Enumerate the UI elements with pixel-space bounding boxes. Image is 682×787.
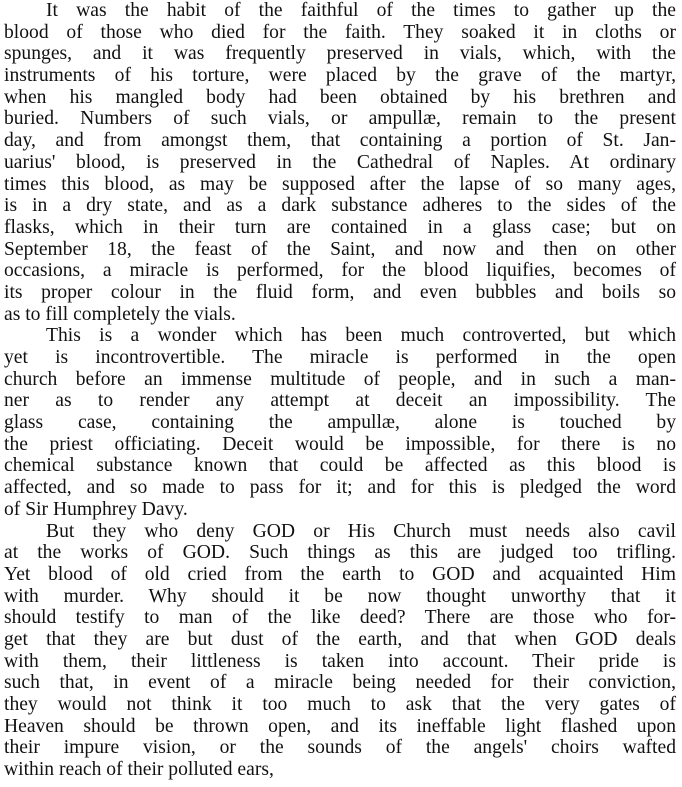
- text-line: yet is incontrovertible. The miracle is performed in the open: [4, 347, 676, 368]
- text-line: as to fill completely the vials.: [4, 303, 236, 325]
- text-line: church before an immense multitude of people, and in such a man-: [4, 368, 676, 390]
- text-line: at the works of GOD. Such things as this are judged too trifling.: [4, 542, 676, 564]
- text-line: with them, their littleness is taken into account. Their pride is: [4, 650, 676, 672]
- paragraph-st-januarius-blood: [4, 0, 676, 325]
- text-line: flasks, which in their turn are contained in a glass case; but on: [4, 216, 676, 238]
- text-line: get that they are but dust of the earth, and that when GOD deals: [4, 628, 676, 650]
- text-line: spunges, and it was frequently preserved in vials, which, with the: [4, 43, 676, 65]
- text-line: This is a wonder which has been much controverted, but which: [46, 325, 676, 347]
- text-line: the priest officiating. Deceit would be impossible, for there is no: [4, 433, 676, 455]
- text-line: September 18, the feast of the Saint, and now and then on other: [4, 238, 676, 260]
- text-line: their impure vision, or the sounds of the angels' choirs wafted: [4, 737, 676, 759]
- paragraph-miracle-wonder: [4, 325, 676, 520]
- text-line: within reach of their polluted ears,: [4, 759, 274, 781]
- text-line: such that, in event of a miracle being needed for their conviction,: [4, 672, 676, 694]
- text-line: affected, and so made to pass for it; and for this is pledged the word: [4, 477, 676, 499]
- text-line: chemical substance known that could be affected as this blood is: [4, 455, 676, 477]
- text-line: they would not think it too much to ask that the very gates of: [4, 694, 676, 715]
- text-line: of Sir Humphrey Davy.: [4, 498, 188, 520]
- text-line: is in a dry state, and as a dark substance adheres to the sides of the: [4, 195, 676, 217]
- text-line: when his mangled body had been obtained by his brethren and: [4, 86, 676, 108]
- text-line: Heaven should be thrown open, and its ineffable light flashed upon: [4, 715, 676, 737]
- text-line: should testify to man of the like deed? There are those who for-: [4, 607, 676, 629]
- text-line: Yet blood of old cried from the earth to GOD and acquainted Him: [4, 563, 676, 585]
- text-line: ner as to render any attempt at deceit an impossibility. The: [4, 390, 676, 412]
- text-line: with murder. Why should it be now thought unworthy that it: [4, 585, 676, 607]
- text-line: uarius' blood, is preserved in the Cathedral of Naples. At ordinary: [4, 151, 676, 173]
- text-line: glass case, containing the ampullæ, alone is touched by: [4, 412, 676, 434]
- text-line: occasions, a miracle is performed, for the blood liquifies, becomes of: [4, 260, 676, 282]
- text-line: times this blood, as may be supposed after the lapse of so many ages,: [4, 173, 676, 195]
- paragraph-deniers-cavil: [4, 521, 676, 781]
- text-line: blood of those who died for the faith. They soaked it in cloths or: [4, 21, 676, 43]
- text-line: It was the habit of the faithful of the times to gather up the: [46, 0, 676, 21]
- text-line: buried. Numbers of such vials, or ampullæ, remain to the present: [4, 108, 676, 130]
- text-line: day, and from amongst them, that containing a portion of St. Jan-: [4, 130, 676, 152]
- text-line: its proper colour in the fluid form, and even bubbles and boils so: [4, 281, 676, 303]
- text-line: instruments of his torture, were placed by the grave of the martyr,: [4, 65, 676, 87]
- text-line: But they who deny GOD or His Church must needs also cavil: [46, 520, 676, 542]
